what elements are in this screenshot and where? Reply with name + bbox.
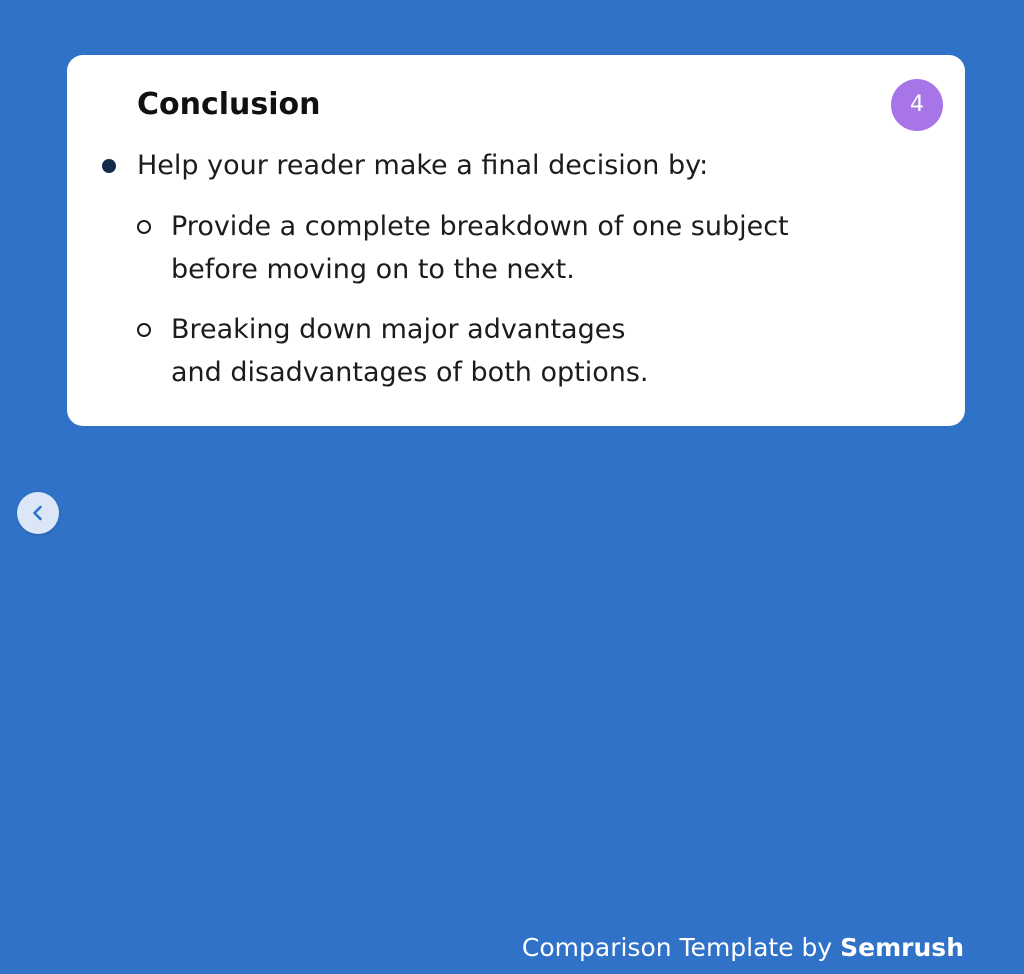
sub-bullet-line: before moving on to the next. [171,254,575,285]
sub-bullet-line: Breaking down major advantages [171,314,626,345]
sub-bullet-line: and disadvantages of both options. [171,357,649,388]
sub-bullet-line: Provide a complete breakdown of one subject [171,211,789,242]
main-bullet-text: Help your reader make a final decision by: [137,150,709,181]
card-title: Conclusion [137,87,321,122]
conclusion-card [67,55,965,426]
page-number-badge: 4 [891,79,943,131]
footer-credit [522,930,964,966]
sub-bullet-item [171,205,789,291]
chevron-left-icon [28,503,48,523]
previous-slide-button[interactable] [17,492,59,534]
footer-prefix: Comparison Template by [521,933,841,962]
bullet-dot-icon [102,159,116,173]
sub-bullet-circle-icon [137,323,151,337]
sub-bullet-item [171,308,649,394]
footer-brand: Semrush [840,933,964,962]
sub-bullet-circle-icon [137,220,151,234]
